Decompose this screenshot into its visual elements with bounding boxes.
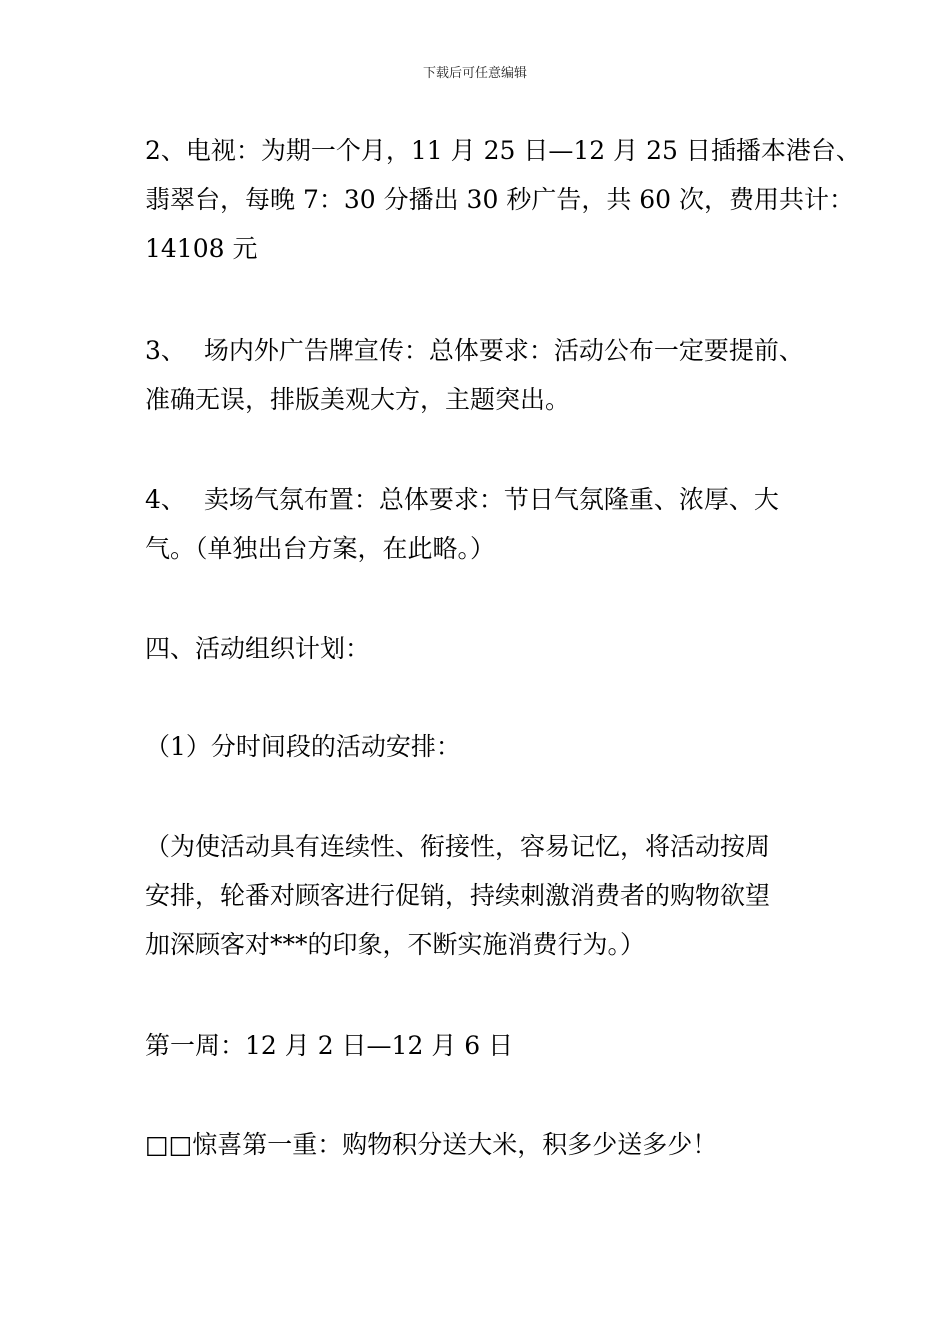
tv-line-3: 14108 元 <box>145 234 258 263</box>
schedule-heading-text: （1）分时间段的活动安排： <box>145 732 461 761</box>
billboard-line-1 <box>145 326 835 375</box>
week-1-heading-text: 第一周：12 月 2 日—12 月 6 日 <box>145 1031 514 1060</box>
page-header: 下载后可任意编辑 <box>422 66 527 81</box>
purpose-line-3: 加深顾客对***的印象，不断实施消费行为。） <box>145 930 646 959</box>
tv-line-1: 2、电视：为期一个月，11 月 25 日—12 月 25 日插播本港台、 <box>145 136 861 165</box>
surprise-1-text: □□惊喜第一重：购物积分送大米，积多少送多少！ <box>145 1130 718 1159</box>
paragraph-atmosphere <box>145 475 835 573</box>
paragraph-billboard <box>145 326 835 424</box>
billboard-number: 3、 <box>145 336 186 365</box>
atmosphere-line-1-text: 卖场气氛布置：总体要求：节日气氛隆重、浓厚、大 <box>203 485 779 514</box>
atmosphere-line-2: 气。（单独出台方案，在此略。） <box>145 534 496 563</box>
atmosphere-number: 4、 <box>145 485 186 514</box>
paragraph-purpose <box>145 822 835 969</box>
purpose-line-1: （为使活动具有连续性、衔接性，容易记忆，将活动按周 <box>145 832 771 861</box>
billboard-line-2: 准确无误，排版美观大方，主题突出。 <box>145 385 571 414</box>
schedule-heading <box>145 722 835 771</box>
billboard-line-1-text: 场内外广告牌宣传：总体要求：活动公布一定要提前、 <box>203 336 804 365</box>
week-1-heading <box>145 1021 835 1070</box>
tv-line-2: 翡翠台，每晚 7：30 分播出 30 秒广告，共 60 次，费用共计： <box>145 185 855 214</box>
purpose-line-2: 安排，轮番对顾客进行促销，持续刺激消费者的购物欲望 <box>145 881 771 910</box>
surprise-1 <box>145 1120 835 1169</box>
paragraph-tv-ads <box>145 126 861 273</box>
section-4-heading-text: 四、活动组织计划： <box>145 634 371 663</box>
section-4-heading <box>145 624 835 673</box>
atmosphere-line-1 <box>145 475 835 524</box>
